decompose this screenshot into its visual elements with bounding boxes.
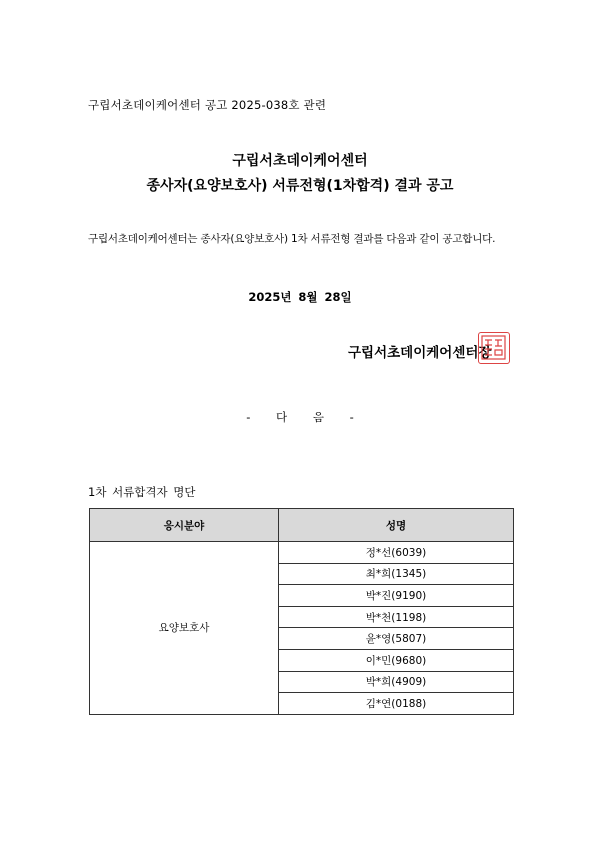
signatory: 구립서초데이케어센터장 (348, 345, 492, 361)
name-cell: 김*연(0188) (279, 693, 514, 715)
results-table (89, 508, 514, 715)
name-cell: 윤*영(5807) (279, 628, 514, 650)
next-heading: - 다 음 - (246, 410, 354, 424)
name-cell: 박*천(1198) (279, 606, 514, 628)
announcement-date: 2025년 8월 28일 (248, 290, 352, 304)
title-line-2: 종사자(요양보호사) 서류전형(1차합격) 결과 공고 (146, 178, 454, 194)
table-row (90, 542, 514, 564)
header-name: 성명 (279, 509, 514, 542)
name-cell: 이*민(9680) (279, 649, 514, 671)
official-seal-icon (478, 332, 510, 364)
title-line-1: 구립서초데이케어센터 (232, 153, 368, 169)
announcement-body: 구립서초데이케어센터는 종사자(요양보호사) 1차 서류전형 결과를 다음과 같이 공고합니다. (88, 233, 496, 245)
reference-line: 구립서초데이케어센터 공고 2025-038호 관련 (88, 98, 327, 112)
name-cell: 박*희(4909) (279, 671, 514, 693)
name-cell: 최*희(1345) (279, 563, 514, 585)
field-cell: 요양보호사 (90, 542, 279, 715)
header-field: 응시분야 (90, 509, 279, 542)
name-cell: 정*선(6039) (279, 542, 514, 564)
name-cell: 박*진(9190) (279, 585, 514, 607)
list-title: 1차 서류합격자 명단 (88, 485, 196, 499)
table-header-row (90, 509, 514, 542)
